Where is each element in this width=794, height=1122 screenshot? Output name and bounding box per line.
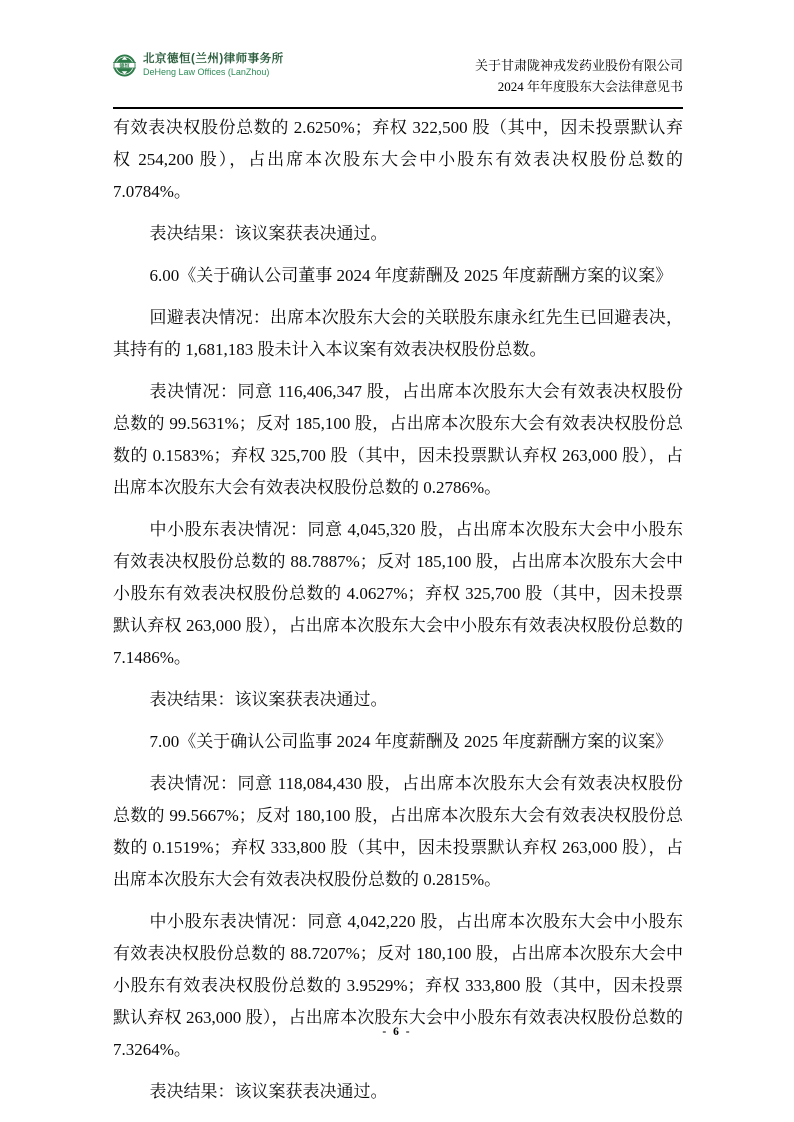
page-number: - 6 - xyxy=(382,1026,412,1038)
paragraph-continuation: 有效表决权股份总数的 2.6250%；弃权 322,500 股（其中，因未投票默认弃权 254,200 股），占出席本次股东大会中小股东有效表决权股份总数的 7.0784%。 xyxy=(113,118,683,201)
firm-identity xyxy=(113,52,284,78)
document-body xyxy=(113,112,683,1118)
paragraph-vote-detail: 表决情况：同意 116,406,347 股，占出席本次股东大会有效表决权股份总数的 99.5631%；反对 185,100 股，占出席本次股东大会有效表决权股份总数的 0.1583%；弃权 325,700 股（其中，因未投票默认弃权 263,000 股），占出席本次股东大会有效表决权股份总数的 0.2786%。 xyxy=(113,382,683,497)
paragraph-recusal: 回避表决情况：出席本次股东大会的关联股东康永红先生已回避表决，其持有的 1,681,183 股未计入本议案有效表决权股份总数。 xyxy=(113,308,683,359)
firm-name-english: DeHeng Law Offices (LanZhou) xyxy=(143,67,270,77)
firm-names xyxy=(143,52,284,78)
paragraph-vote-result: 表决结果：该议案获表决通过。 xyxy=(149,690,388,709)
paragraph-vote-result: 表决结果：该议案获表决通过。 xyxy=(149,224,388,243)
svg-text:德恒: 德恒 xyxy=(119,62,130,69)
firm-name-chinese: 北京德恒(兰州)律师事务所 xyxy=(143,53,284,65)
document-title-line1: 关于甘肃陇神戎发药业股份有限公司 xyxy=(474,58,683,73)
document-title xyxy=(475,46,683,97)
paragraph-vote-result: 表决结果：该议案获表决通过。 xyxy=(149,1082,388,1101)
paragraph-minority-vote-detail: 中小股东表决情况：同意 4,045,320 股，占出席本次股东大会中小股东有效表决权股份总数的 88.7887%；反对 185,100 股，占出席本次股东大会中小股东有效表决权股份总数的 4.0627%；弃权 325,700 股（其中，因未投票默认弃权 263,000 股），占出席本次股东大会中小股东有效表决权股份总数的 7.1486%。 xyxy=(113,520,683,667)
paragraph-proposal-7-title: 7.00《关于确认公司监事 2024 年度薪酬及 2025 年度薪酬方案的议案》 xyxy=(149,732,673,751)
page-footer xyxy=(0,1026,794,1038)
paragraph-proposal-6-title: 6.00《关于确认公司董事 2024 年度薪酬及 2025 年度薪酬方案的议案》 xyxy=(149,266,673,285)
paragraph-minority-vote-detail: 中小股东表决情况：同意 4,042,220 股，占出席本次股东大会中小股东有效表决权股份总数的 88.7207%；反对 180,100 股，占出席本次股东大会中小股东有效表决权股份总数的 3.9529%；弃权 333,800 股（其中，因未投票默认弃权 263,000 股），占出席本次股东大会中小股东有效表决权股份总数的 7.3264%。 xyxy=(113,912,683,1059)
paragraph-vote-detail: 表决情况：同意 118,084,430 股，占出席本次股东大会有效表决权股份总数的 99.5667%；反对 180,100 股，占出席本次股东大会有效表决权股份总数的 0.1519%；弃权 333,800 股（其中，因未投票默认弃权 263,000 股），占出席本次股东大会有效表决权股份总数的 0.2815%。 xyxy=(113,774,683,889)
deheng-law-firm-logo-icon xyxy=(113,54,136,77)
document-title-line2: 2024 年年度股东大会法律意见书 xyxy=(497,79,683,94)
page-header xyxy=(113,46,683,106)
header-divider xyxy=(113,107,683,109)
